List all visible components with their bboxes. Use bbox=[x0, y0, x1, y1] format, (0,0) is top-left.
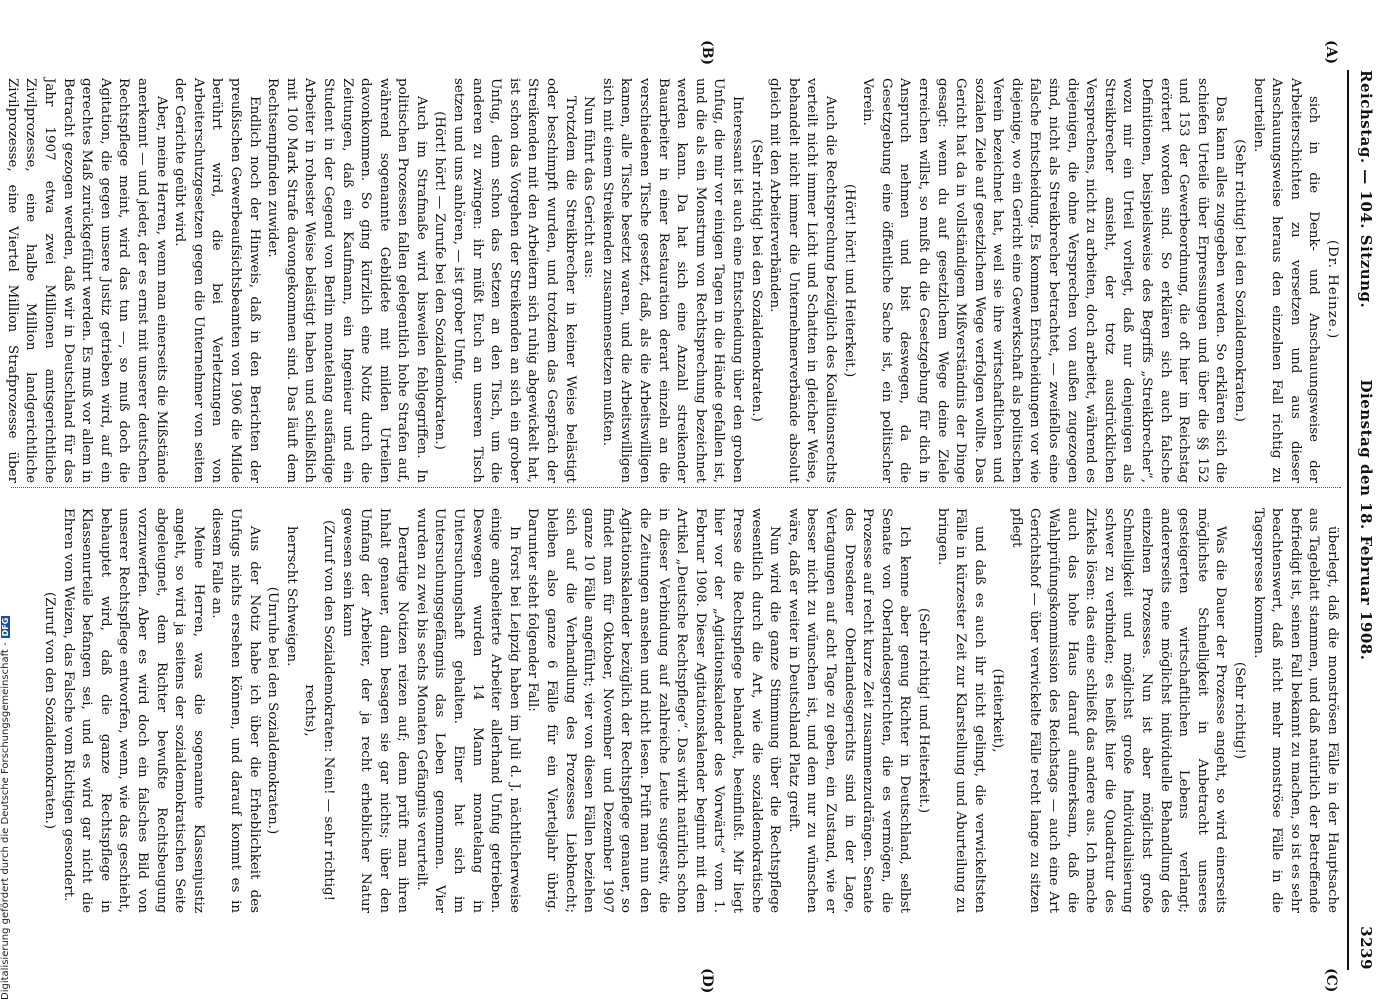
paragraph: Nun wird die ganze Stimmung über die Rechtspflege wesentlich durch die Art, wie die sozialdemokratische Presse die Rechtspflege behandelt, beeinflußt. Mir liegt hier vor der „Agitationskalender des Vorwärts“ vom 1. Februar 1908. Dieser Agitationskalender beginnt mit dem Artikel „Deutsche Rechtspflege“. Das wirkt natürlich schon in dieser Verbindung auf zahlreiche Leute suggestiv, die die Zeitungen ansehen und nicht lesen. Prüft man nun den Agitationskalender bezüglich der Rechtspflege genauer, so findet man für Oktober, November und Dezember 1907 ganze 10 Fälle angeführt; vier von diesen Fällen beziehen sich auf die Verhandlung des Prozesses Liebknecht; bleiben also ganze 6 Fälle für ein Vierteljahr übrig. Darunter steht folgender Fall: bbox=[525, 508, 783, 913]
dfg-logo: DFG bbox=[1, 617, 10, 637]
paragraph: (Zuruf von den Sozialdemokraten: Nein! — sehr richtig! rechts), bbox=[302, 520, 336, 901]
paragraph: Das kann alles zugegeben werden. So erklären sich die schiefen Urteile über Erpressungen und über die §§ 152 und 153 der Gewerbeordnung, die oft hier im Reichstag erörtert worden sind. So erklären sich auch falsche Definitionen, beispielsweise des Begriffs „Streikbrecher“, wozu mir ein Urteil vorliegt, daß nur denjenigen als Streikbrecher ansieht, der trotz ausdrücklichen Versprechens, nicht zu arbeiten, doch arbeitet, während es diejenigen, die ohne Versprechen von außen zugezogen sind, nicht als Streikbrecher betrachtet, — zweifellos eine falsche Entscheidung. Es kommen Entscheidungen vor wie diejenige, wo ein Gericht eine Gewerkschaft als politischen Verein bezeichnet hat, weil sie ihre wirtschaftlichen und sozialen Ziele auf gesetzlichem Wege verfolgen wollte. Das Gericht hat da in vollständigem Mißverständnis der Dinge gesagt: wenn du auf gesetzlichem Wege deine Ziele erreichen willst, so mußt du die Gesetzgebung für dich in Anspruch nehmen und bist deswegen, da die Gesetzgebung eine öffentliche Sache ist, ein politischer Verein. bbox=[860, 78, 1229, 483]
paragraph: (Hört! hört! und Heiterkeit.) bbox=[841, 183, 857, 378]
header-title: Reichstag. — 104. Sitzung. bbox=[1357, 70, 1375, 309]
paragraph: In Forst bei Leipzig haben im Juli d. J. nächtlicherweise einige angeheiterte Arbeiter allerhand Unfug getrieben. Deswegen wurden 14 Mann monatelang in Untersuchungshaft gehalten. Einer hat sich im Untersuchungsgefängnis das Leben genommen. Vier wurden zu zwei bis sechs Monaten Gefängnis verurteilt. bbox=[413, 508, 522, 913]
digitization-credit bbox=[0, 616, 11, 1000]
page-header bbox=[1347, 70, 1375, 970]
paragraph: und daß es auch ihr nicht gelingt, die verwickeltsten Fälle in kürzester Zeit zur Klarstellung und Aburteilung zu bringen. bbox=[934, 508, 987, 913]
header-date: Dienstag den 18. Februar 1908. bbox=[1357, 379, 1375, 661]
paragraph: Aus der Notiz habe ich über die Erheblichkeit des Unfugs nichts ersehen können, und darauf kommt es in diesem Falle an. bbox=[209, 508, 262, 913]
paragraph: Ich kenne aber genug Richter in Deutschland, selbst Senate von Oberlandesgerichten, die es vermögen, die Prozesse auf recht kurze Zeit zusammenzudrängen. Senate des Dresdener Oberlandesgerichts sind in der Lage, Vertagungen auf acht Tage zu geben, ein Zustand, wie er besser nicht zu wünschen ist, und dem nur zu wünschen wäre, daß er weiter in Deutschland Platz greift. bbox=[785, 508, 913, 913]
margin-marker-a: (A) bbox=[1323, 40, 1339, 65]
page-number: 3239 bbox=[1357, 926, 1375, 970]
margin-marker-d: (D) bbox=[699, 968, 715, 994]
paragraph: Trotzdem die Streikbrecher in keiner Weise belästigt oder beschimpft wurden, und trotzdem das Gespräch der Streikenden mit den Arbeitern sich ruhig abgewickelt hat, ist schon das Vorgehen der Streikenden an sich ein grober Unfug, denn schon das Setzen an den Tisch, um die anderen zu zwingen: ihr müßt Euch an unseren Tisch setzen und uns anhören, — ist grober Unfug. bbox=[451, 78, 578, 483]
paragraph: Was die Dauer der Prozesse angeht, so wird einerseits möglichste Schnelligkeit in Anbetracht unseres gesteigerten wirtschaftlichen Lebens verlangt; andererseits eine möglichst individuelle Behandlung des einzelnen Prozesses. Nun ist aber möglichst große Schnelligkeit und möglichst große Individualisierung schwer zu verbinden; es heißt hier die Quadratur des Zirkels lösen: das eine schließt das andere aus. Ich mache auch das hohe Haus darauf aufmerksam, daß die Wahlprüfungskommission des Reichstags — auch eine Art Gerichtshof — über verwickelte Fälle recht lange zu sitzen pflegt bbox=[1008, 508, 1229, 913]
paragraph: (Sehr richtig! bei den Sozialdemokraten.) bbox=[1232, 139, 1248, 422]
paragraph: Endlich noch der Hinweis, daß in den Berichten der preußischen Gewerbeaufsichtsbeamten von 1906 die Milde berührt wird, die bei Verletzungen von Arbeiterschutzgesetzen gegen die Unternehmer von seiten der Gerichte geübt wird. bbox=[172, 78, 262, 483]
paragraph: überlegt, daß die monströsen Fälle in der Hauptsache aus Tageblatt stammen, und daß natürlich der Betreffende befriedigt ist, seinen Fall bekannt zu machen, so ist es sehr beachtenswert, daß nicht mehr monströse Fälle in die Tagespresse kommen. bbox=[1250, 508, 1340, 913]
column-divider bbox=[11, 487, 1341, 488]
paragraph: (Sehr richtig! bei den Sozialdemokraten.) bbox=[748, 139, 764, 422]
right-column bbox=[39, 508, 1341, 913]
speaker-name: (Dr. Heinze.) bbox=[1325, 239, 1340, 340]
paragraph: (Unruhe bei den Sozialdemokraten.) bbox=[265, 586, 281, 835]
paragraph: (Zuruf von den Sozialdemokraten.) bbox=[42, 591, 58, 830]
paragraph: (Heiterkeit), bbox=[990, 668, 1006, 753]
paragraph: (Hört! hört! — Zurufe bei den Sozialdemokraten.) bbox=[432, 111, 448, 450]
paragraph: (Sehr richtig!) bbox=[1232, 661, 1248, 760]
paragraph: Auch die Rechtsprechung bezüglich des Koalitionsrechts verteilt nicht immer Licht und Schatten in gleicher Weise, behandelt nicht immer die Unternehmerverbände absolut gleich mit den Arbeiterverbänden. bbox=[767, 78, 838, 483]
paragraph: Auch im Strafmaße wird bisweilen fehlgegriffen. In politischen Prozessen fallen gelegentlich hohe Strafen auf, während sogenannte Gebildete mit milden Urteilen davonkommen. So ging kürzlich eine Notiz durch die Zeitungen, daß ein Kaufmann, ein Ingenieur und ein Student in der Gegend von Berlin monatelang ausfändige Arbeiter in rohester Weise belästigt haben und schließlich mit 100 Mark Strafe davongekommen sind. Das läuft dem Rechtsempfinden zuwider. bbox=[265, 78, 429, 483]
margin-marker-b: (B) bbox=[699, 40, 715, 66]
paragraph: sich in die Denk- und Anschauungsweise der Arbeiterschichten zu versetzen und aus dieser Anschauungsweise heraus den einzelnen Fall richtig zu beurteilen. bbox=[1250, 78, 1322, 483]
margin-marker-c: (C) bbox=[1323, 968, 1339, 993]
paragraph: herrscht Schweigen. bbox=[283, 526, 299, 667]
header-rule bbox=[1347, 70, 1349, 970]
left-column bbox=[0, 78, 1341, 483]
paragraph: Aber, meine Herren, wenn man einerseits die Mißstände anerkennt — und jeder, der es ernst mit unserer deutschen Rechtspflege meint, wird das tun —, so muß doch die Agitation, die gegen unsere Justiz getrieben wird, auf ein gerechtes Maß zurückgeführt werden. Es muß vor allem in Betracht gezogen werden, daß wir in Deutschland für das Jahr 1907 etwa zwei Millionen amtsgerichtliche Zivilprozesse, eine halbe Million landgerichtliche Zivilprozesse, eine Viertel Million Strafprozesse über bbox=[4, 78, 169, 483]
paragraph: Nun führt das Gericht aus: bbox=[581, 96, 597, 279]
paragraph: Interessant ist auch eine Entscheidung über den groben Unfug, die mir vor einigen Tagen in die Hände gefallen ist, und die als ein Monstrum von Rechtsprechung bezeichnet werden kann. Da hat sich eine Anzahl streikender Bauarbeiter in einer Restauration derart einzeln an die verschiedenen Tische gesetzt, daß, als die Arbeitswilligen kamen, alle Tische besetzt waren, und die Arbeitswilligen sich mit einem Streikenden zusammensetzen mußten. bbox=[599, 78, 745, 483]
paragraph: Meine Herren, was die sogenannte Klassenjustiz angeht, so wird ja seitens der sozialdemokratischen Seite abgeleugnet, dem Richter bewußte Rechtsbeugung vorzuwerfen. Aber es wird doch ein falsches Bild von unserer Rechtspflege entworfen, wenn, wie das geschieht, behauptet wird, daß die ganze Rechtspflege in Klassenurteile befangen sei, und es wird gar nicht die Ehren vom Weizen, das Falsche vom Richtigen gesondert. bbox=[60, 508, 206, 913]
credit-text: Digitalisierung gefördert durch die Deutsche Forschungsgemeinschaft - bbox=[0, 642, 11, 1000]
paragraph: (Sehr richtig! und Heiterkeit.) bbox=[915, 607, 931, 814]
paragraph: Derartige Notizen reizen auf; denn prüft man ihren Inhalt genauer, dann besagen sie gar nichts; über den Umfang der Arbeiter, der ja recht erheblicher Natur gewesen sein kann bbox=[339, 508, 411, 913]
